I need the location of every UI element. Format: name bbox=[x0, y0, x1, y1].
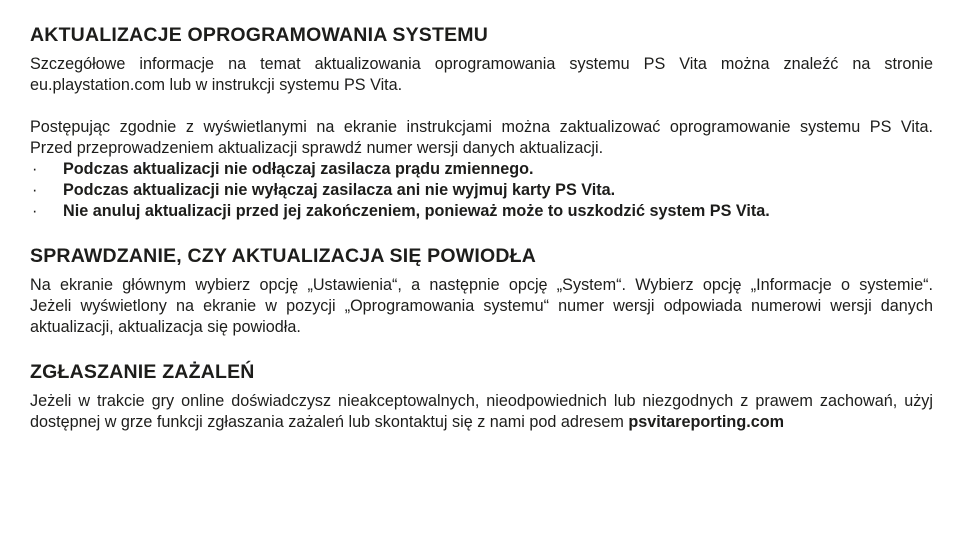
paragraph-spacer bbox=[30, 96, 933, 117]
bullet-item bbox=[30, 159, 933, 180]
bullet-text: Podczas aktualizacji nie odłączaj zasilacza prądu zmiennego. bbox=[63, 160, 534, 178]
section-system-software-updates bbox=[30, 24, 933, 222]
section-grievance-reporting bbox=[30, 361, 933, 433]
paragraph-line: aktualizacji, aktualizacja się powiodła. bbox=[30, 318, 301, 336]
bullet-item bbox=[30, 180, 933, 201]
document-page bbox=[30, 24, 933, 433]
bullet-dot-icon: · bbox=[32, 202, 38, 220]
bullet-text: Nie anuluj aktualizacji przed jej zakończeniem, ponieważ może to uszkodzić system PS Vita. bbox=[63, 202, 770, 220]
bullet-dot-icon: · bbox=[32, 160, 38, 178]
bullet-dot-icon: · bbox=[32, 181, 38, 199]
bullet-item bbox=[30, 201, 933, 222]
reporting-url-text: psvitareporting.com bbox=[628, 413, 784, 431]
section-heading-verification: SPRAWDZANIE, CZY AKTUALIZACJA SIĘ POWIODŁA bbox=[30, 245, 537, 267]
paragraph-line: Szczegółowe informacje na temat aktualizowania oprogramowania systemu PS Vita można znaleźć na stronie bbox=[30, 55, 933, 73]
paragraph-line bbox=[30, 412, 933, 433]
paragraph-text: dostępnej w grze funkcji zgłaszania zażaleń lub skontaktuj się z nami pod adresem bbox=[30, 413, 629, 431]
section-update-verification bbox=[30, 245, 933, 338]
paragraph-line: Postępując zgodnie z wyświetlanymi na ekranie instrukcjami można zaktualizować oprogramowanie systemu PS Vita. bbox=[30, 118, 933, 136]
paragraph-line: Jeżeli w trakcie gry online doświadczysz nieakceptowalnych, nieodpowiednich lub niezgodnych z prawem zachowań, użyj bbox=[30, 392, 933, 410]
paragraph-line: Jeżeli wyświetlony na ekranie w pozycji „Oprogramowania systemu“ numer wersji odpowiada numerowi wersji danych bbox=[30, 297, 933, 315]
paragraph-line: Przed przeprowadzeniem aktualizacji sprawdź numer wersji danych aktualizacji. bbox=[30, 139, 604, 157]
paragraph-line: Na ekranie głównym wybierz opcję „Ustawienia“, a następnie opcję „System“. Wybierz opcję „Informacje o systemie“. bbox=[30, 276, 933, 294]
paragraph-line: eu.playstation.com lub w instrukcji systemu PS Vita. bbox=[30, 76, 403, 94]
section-heading-updates: AKTUALIZACJE OPROGRAMOWANIA SYSTEMU bbox=[30, 24, 489, 46]
bullet-text: Podczas aktualizacji nie wyłączaj zasilacza ani nie wyjmuj karty PS Vita. bbox=[63, 181, 616, 199]
section-heading-grievances: ZGŁASZANIE ZAŻALEŃ bbox=[30, 361, 255, 383]
